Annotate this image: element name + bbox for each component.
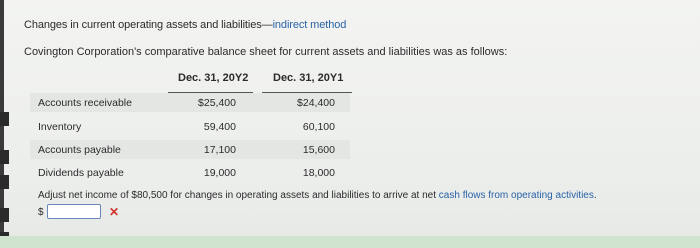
row-value-20y2: 19,000 (203, 167, 236, 179)
incorrect-x-icon: ✕ (109, 205, 120, 219)
problem-intro: Covington Corporation's comparative balance sheet for current assets and liabilities was as follows: (24, 46, 508, 58)
question-end: . (593, 190, 597, 201)
table-row (0, 167, 700, 187)
question-text (38, 190, 597, 201)
row-label: Dividends payable (38, 167, 124, 179)
row-value-20y2: 17,100 (203, 144, 236, 156)
question-body: Adjust net income of $80,500 for changes in operating assets and liabilities to arrive at net (38, 190, 439, 201)
row-value-20y1: 15,600 (302, 144, 335, 156)
dollar-sign: $ (38, 207, 44, 218)
row-value-20y2: 59,400 (203, 121, 236, 133)
row-label: Inventory (38, 121, 82, 133)
table-row (0, 144, 700, 164)
row-label: Accounts receivable (38, 97, 132, 109)
row-value-20y1: 60,100 (302, 121, 335, 133)
table-row (0, 97, 700, 117)
column-header-20y2: Dec. 31, 20Y2 (178, 72, 249, 84)
bottom-strip (0, 236, 700, 248)
row-value-20y1: 18,000 (302, 167, 335, 179)
table-row (0, 121, 700, 141)
row-value-20y1: $24,400 (297, 97, 335, 109)
title-method: indirect method (272, 19, 347, 31)
row-label: Accounts payable (38, 144, 121, 156)
title-prefix: Changes in current operating assets and liabilities— (24, 19, 273, 31)
column-header-20y1: Dec. 31, 20Y1 (273, 72, 344, 84)
problem-title (24, 19, 346, 31)
row-value-20y2: $25,400 (198, 97, 236, 109)
answer-input[interactable] (47, 204, 101, 219)
cash-flows-link[interactable]: cash flows from operating activities (438, 190, 594, 201)
